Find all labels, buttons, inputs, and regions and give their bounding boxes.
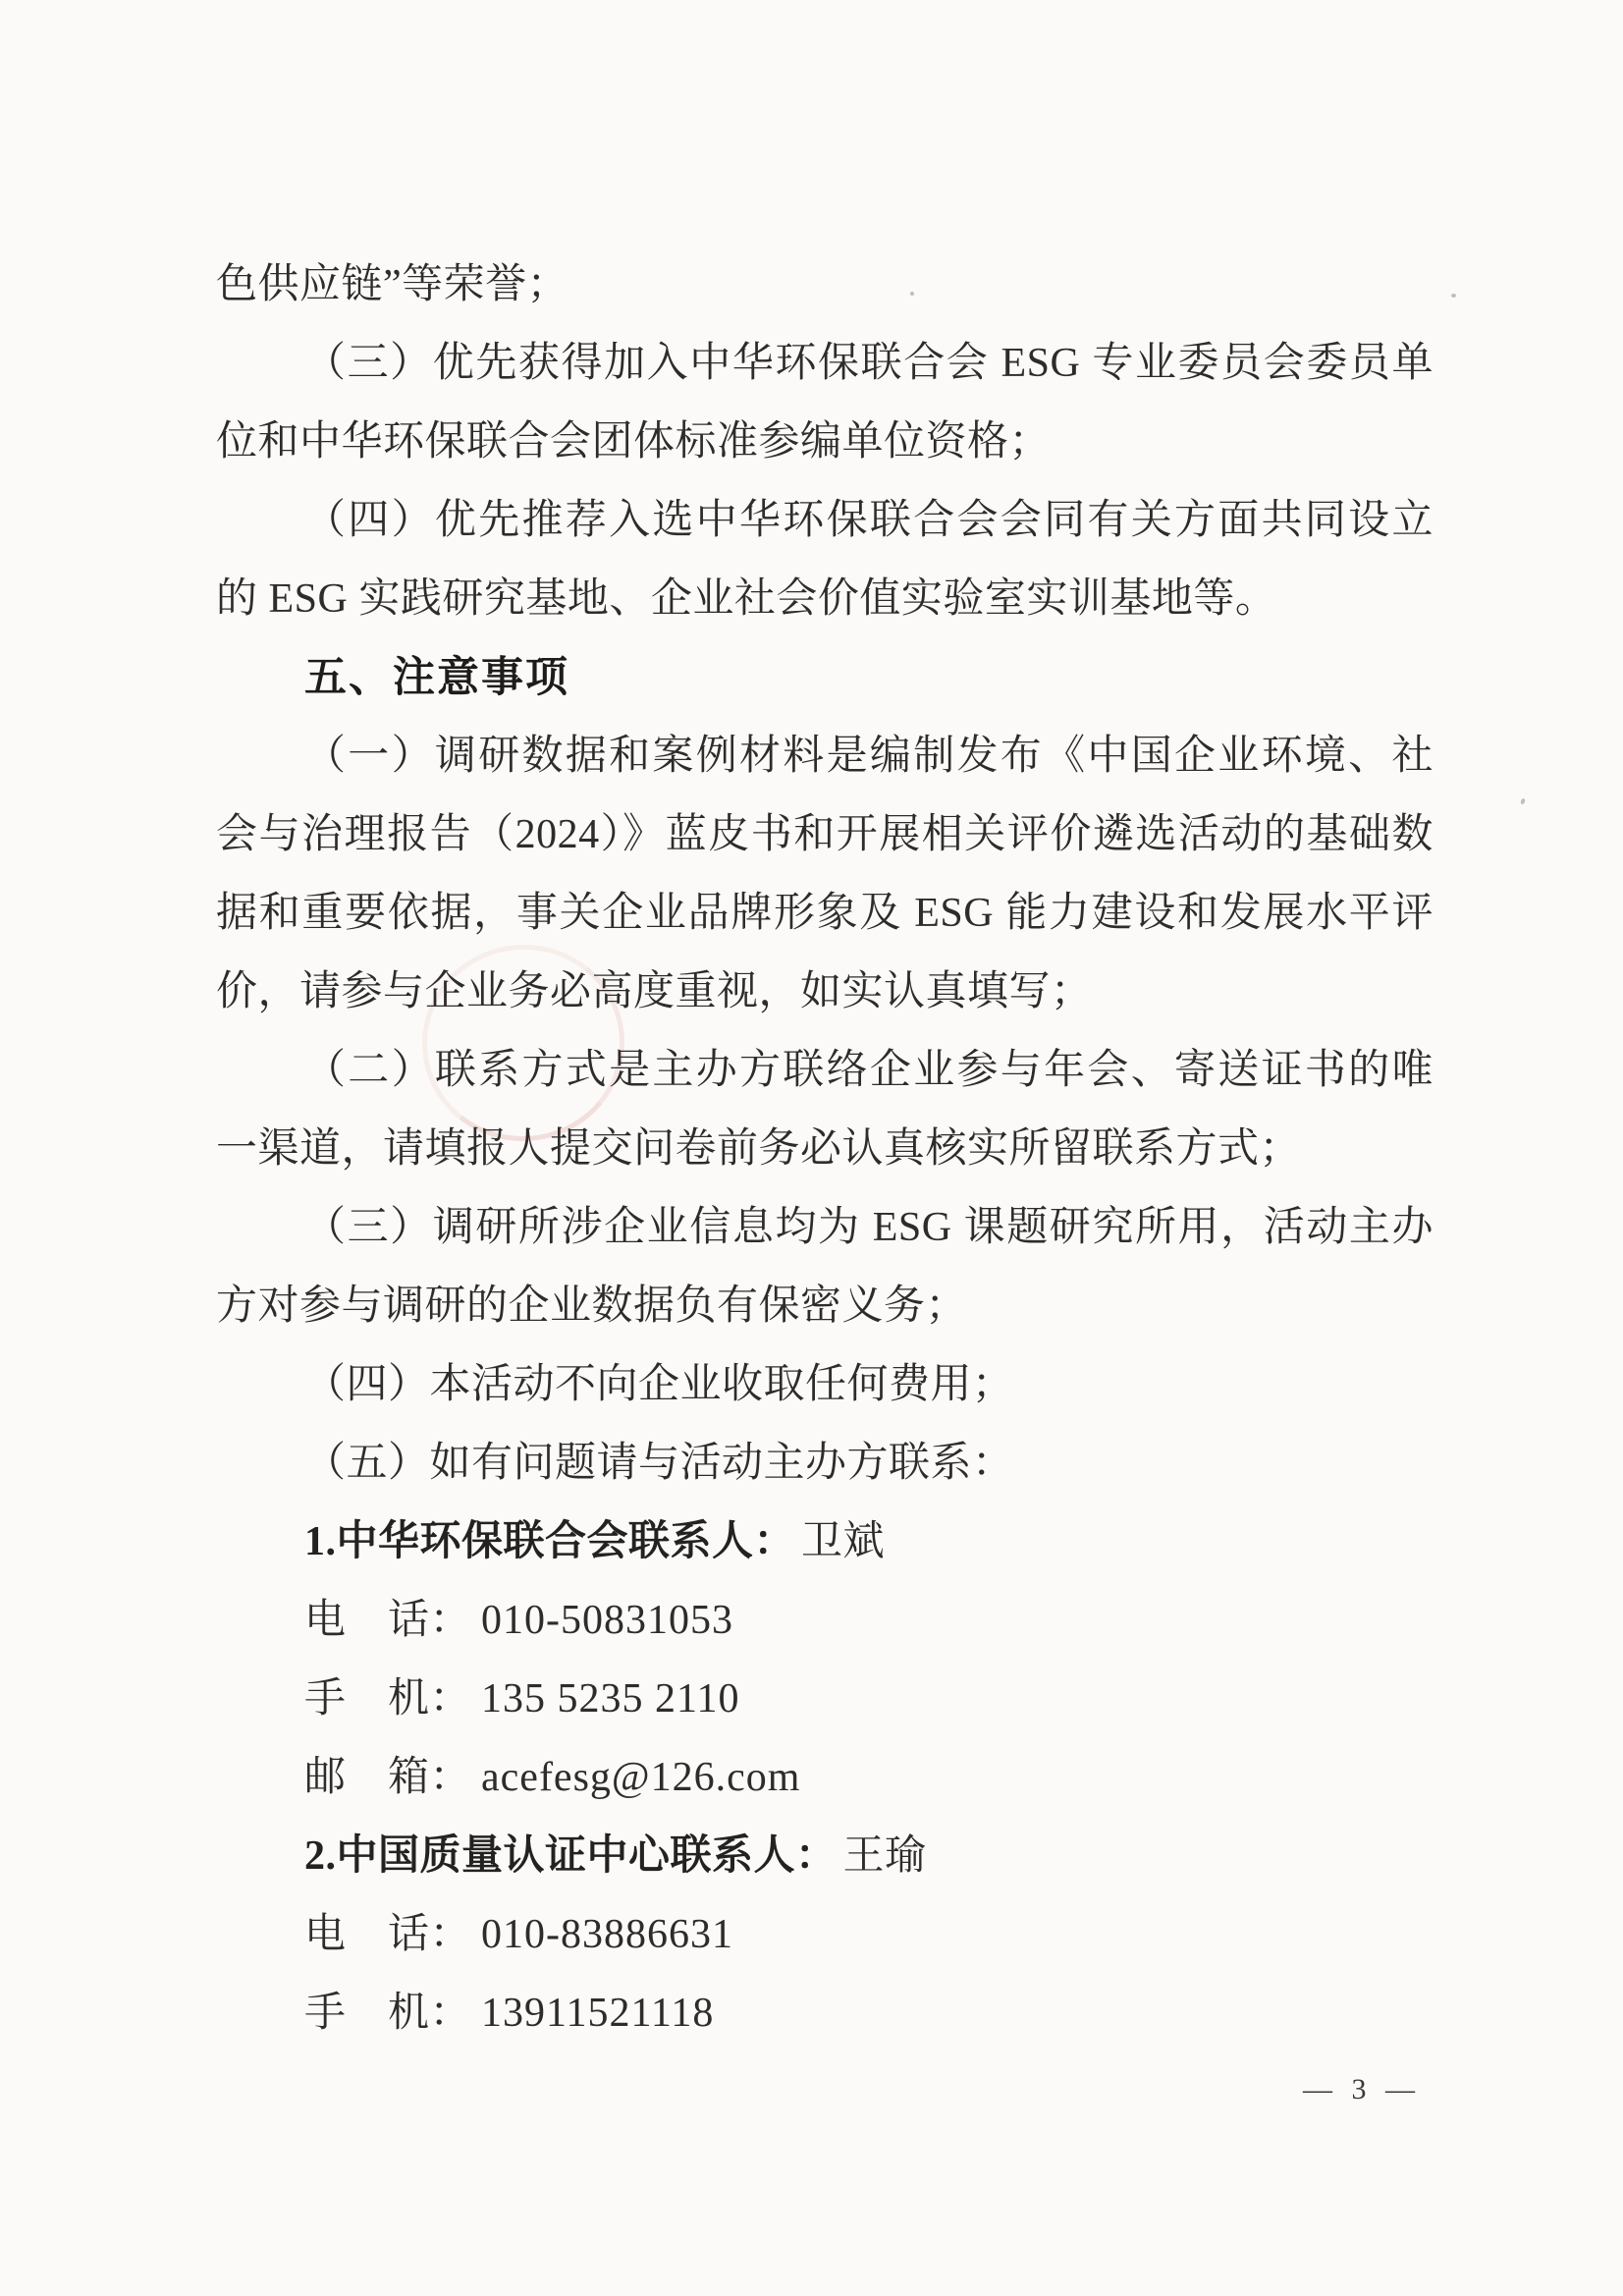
document-body [216,246,1434,2052]
contact2-phone-row [216,1895,1434,1974]
phone-label: 电 话： [304,1598,472,1643]
contact1-phone-row [216,1581,1434,1660]
page-number: — 3 — [1303,2073,1421,2105]
text-line-note-1-continuation: 价，请参与企业务必高度重视，如实认真填写； [216,969,1093,1014]
contact2-mobile-row [216,1974,1434,2052]
contact1-person-name: 卫斌 [801,1519,886,1564]
email-label: 邮 箱： [304,1755,472,1800]
contact2-header [216,1817,1434,1895]
contact1-mobile-row [216,1660,1434,1738]
text-line-note-2-continuation: 一渠道，请填报人提交问卷前务必认真核实所留联系方式； [216,1126,1302,1172]
contact1-header [216,1503,1434,1581]
mobile-label: 手 机： [304,1676,472,1722]
contact1-email-row [216,1738,1434,1817]
phone-label: 电 话： [304,1912,472,1957]
text-line-note-5: （五）如有问题请与活动主办方联系： [304,1441,1014,1486]
text-line-note-1-continuation: 据和重要依据，事关企业品牌形象及 ESG 能力建设和发展水平评 [216,891,1434,936]
text-line-note-1: （一）调研数据和案例材料是编制发布《中国企业环境、社 [304,734,1434,779]
mobile-number: 135 5235 2110 [481,1676,740,1722]
email-address: acefesg@126.com [481,1755,801,1800]
scan-speck [1520,797,1526,804]
scan-speck [1451,294,1456,298]
contact2-person-name: 王瑜 [842,1833,927,1879]
text-line-item-4-benefit: （四）优先推荐入选中华环保联合会会同有关方面共同设立 [304,498,1434,543]
text-line-note-4: （四）本活动不向企业收取任何费用； [304,1362,1014,1407]
text-line-item-4-continuation: 的 ESG 实践研究基地、企业社会价值实验室实训基地等。 [216,576,1277,622]
mobile-number: 13911521118 [481,1991,715,2036]
contact1-org-label: 1.中华环保联合会联系人： [304,1519,796,1564]
section-heading-notes: 五、注意事项 [304,654,569,701]
text-line-note-3-continuation: 方对参与调研的企业数据负有保密义务； [216,1284,968,1329]
text-line-note-3: （三）调研所涉企业信息均为 ESG 课题研究所用，活动主办 [304,1205,1434,1250]
text-line-honors-continuation: 色供应链”等荣誉； [216,262,569,307]
text-line-item-3-benefit: （三）优先获得加入中华环保联合会 ESG 专业委员会委员单 [304,341,1434,386]
phone-number: 010-50831053 [481,1598,734,1643]
text-line-note-2: （二）联系方式是主办方联络企业参与年会、寄送证书的唯 [304,1048,1434,1093]
text-line-item-3-continuation: 位和中华环保联合会团体标准参编单位资格； [216,419,1052,465]
text-line-note-1-continuation: 会与治理报告（2024）》蓝皮书和开展相关评价遴选活动的基础数 [216,812,1434,857]
mobile-label: 手 机： [304,1991,472,2036]
phone-number: 010-83886631 [481,1912,734,1957]
contact2-org-label: 2.中国质量认证中心联系人： [304,1833,838,1879]
